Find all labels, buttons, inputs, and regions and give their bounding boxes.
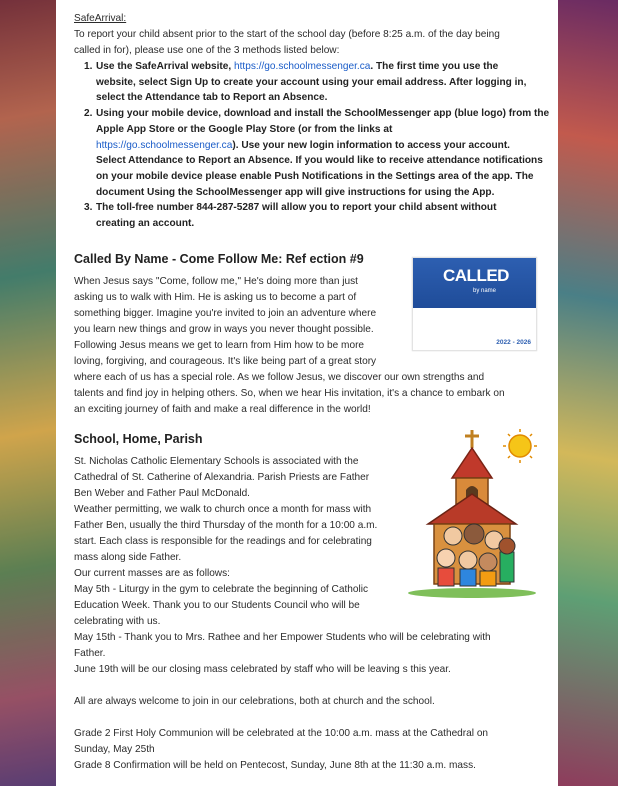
parish-paragraph-line: June 19th will be our closing mass celebrated by staff who will be leaving s this year. <box>74 664 451 675</box>
method-2-line: 2. Using your mobile device, download and install the SchoolMessenger app (blue logo) from the <box>84 108 550 120</box>
method-3-line: 3. The toll-free number 844-287-5287 will allow you to report your child absent without <box>84 202 497 214</box>
parish-paragraph-line: celebrating with us. <box>74 616 161 627</box>
parish-paragraph-line: Father. <box>74 648 106 659</box>
parish-paragraph-line: Sunday, May 25th <box>74 744 155 755</box>
parish-paragraph-line: Grade 2 First Holy Communion will be celebrated at the 10:00 a.m. mass at the Cathedral on <box>74 728 489 739</box>
called-paragraph-line: where each of us has a special role. As we follow Jesus, we discover our own strengths and <box>74 372 485 383</box>
method-2-line: document Using the SchoolMessenger app will give instructions for using the App. <box>96 186 495 198</box>
method-1-line: 1. Use the SafeArrival website, https://go.schoolmessenger.ca. The first time you use the <box>84 61 499 72</box>
parish-paragraph-line: mass along side Father. <box>74 552 182 563</box>
parish-paragraph-line: Our current masses are as follows: <box>74 568 230 579</box>
safearrival-intro-line: To report your child absent prior to the start of the school day (before 8:25 a.m. of the day being <box>74 29 500 40</box>
method-2-line: https://go.schoolmessenger.ca). Use your new login information to access your account. <box>96 139 510 151</box>
right-background-stripe <box>558 0 618 786</box>
method-1-line: website, select Sign Up to create your account using your email address. After logging in, <box>96 76 527 88</box>
schoolmessenger-link[interactable]: https://go.schoolmessenger.ca <box>96 139 233 151</box>
called-paragraph-line: When Jesus says "Come, follow me," He's doing more than just <box>74 276 358 287</box>
called-by-name-badge <box>412 257 537 351</box>
parish-section-heading: School, Home, Parish <box>74 432 203 446</box>
parish-paragraph-line: All are always welcome to join in our celebrations, both at church and the school. <box>74 696 435 707</box>
parish-paragraph-line: start. Each class is responsible for the readings and for celebrating <box>74 536 372 547</box>
safearrival-heading: SafeArrival: <box>74 13 127 24</box>
method-3-line: creating an account. <box>96 218 195 229</box>
newsletter-page <box>56 0 552 786</box>
parish-paragraph-line: Cathedral of St. Catherine of Alexandria. Parish Priests are Father <box>74 472 370 483</box>
called-paragraph-line: loving, forgiving, and courageous. It's like being part of a great story <box>74 356 377 367</box>
method-2-line: Apple App Store or the Google Play Store (or from the links at <box>96 123 393 135</box>
called-paragraph-line: talents and find joy in helping others. So, when we hear His invitation, it's a chance to embark on <box>74 388 505 399</box>
method-2-line: on your mobile device please enable Push Notifications in the Settings area of the app. The <box>96 170 534 182</box>
parish-paragraph-line: St. Nicholas Catholic Elementary Schools is associated with the <box>74 456 359 467</box>
called-paragraph-line: an exciting journey of faith and make a real difference in the world! <box>74 404 371 415</box>
parish-paragraph-line: Ben Weber and Father Paul McDonald. <box>74 488 250 499</box>
called-paragraph-line: something bigger. Imagine you're invited to join an adventure where <box>74 308 377 319</box>
safearrival-intro-line: called in for), please use one of the 3 methods listed below: <box>74 45 340 56</box>
parish-paragraph-line: Weather permitting, we walk to church once a month for mass with <box>74 504 372 515</box>
parish-paragraph-line: Father Ben, usually the third Thursday of the month for a 10:00 a.m. <box>74 520 378 531</box>
parish-paragraph-line: Education Week. Thank you to our Students Council who will be <box>74 600 360 611</box>
left-background-stripe <box>0 0 60 786</box>
method-2-line: Select Attendance to Report an Absence. If you would like to receive attendance notifications <box>96 155 543 167</box>
method-1-line: select the Attendance tab to Report an Absence. <box>96 92 328 104</box>
called-paragraph-line: asking us to walk with Him. He is asking us to become a part of <box>74 292 357 303</box>
called-paragraph-line: you learn new things and grow in ways you never thought possible. <box>74 324 374 335</box>
called-section-heading: Called By Name - Come Follow Me: Ref ection #9 <box>74 252 364 266</box>
called-paragraph-line: Following Jesus means we get to learn from Him how to be more <box>74 340 365 351</box>
called-logo-word: CALLED <box>443 266 509 285</box>
called-badge-year: 2022 - 2026 <box>496 339 531 346</box>
parish-paragraph-line: May 15th - Thank you to Mrs. Rathee and her Empower Students who will be celebrating with <box>74 632 491 643</box>
parish-paragraph-line: Grade 8 Confirmation will be held on Pentecost, Sunday, June 8th at the 11:30 a.m. mass. <box>74 760 476 771</box>
schoolmessenger-link[interactable]: https://go.schoolmessenger.ca <box>234 61 371 72</box>
parish-paragraph-line: May 5th - Liturgy in the gym to celebrate the beginning of Catholic <box>74 584 369 595</box>
called-logo-sub: by name <box>473 288 497 294</box>
church-children-illustration <box>408 428 540 598</box>
